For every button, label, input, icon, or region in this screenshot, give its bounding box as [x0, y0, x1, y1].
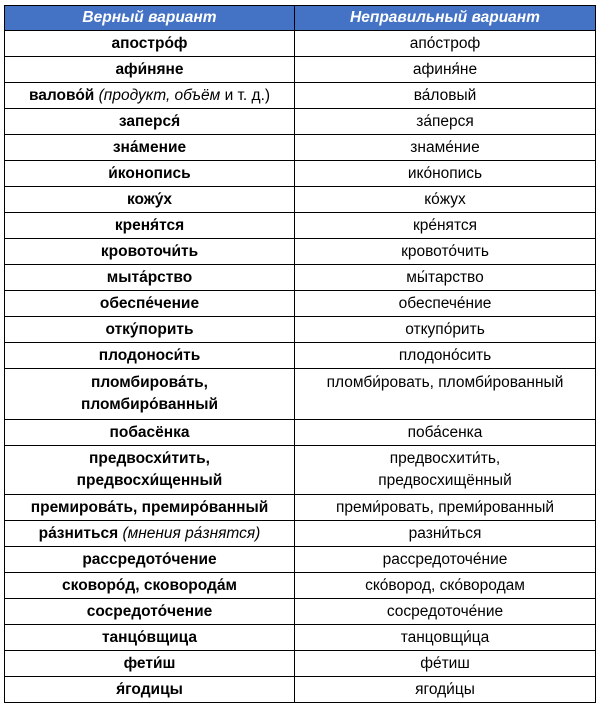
- correct-word-line2: пломбиро́ванный: [80, 396, 218, 413]
- header-incorrect: Неправильный вариант: [295, 6, 596, 31]
- table-row: [5, 239, 596, 265]
- correct-cell: [5, 599, 295, 625]
- incorrect-word: предвосхити́ть,: [389, 450, 501, 467]
- incorrect-word-line2: предвосхищённый: [378, 472, 512, 489]
- correct-cell: [5, 446, 295, 495]
- table-row: [5, 547, 596, 573]
- correct-tail: и т. д.): [224, 87, 271, 104]
- table-row: [5, 109, 596, 135]
- incorrect-cell: знаме́ние: [295, 135, 596, 161]
- incorrect-cell: рассредоточе́ние: [295, 547, 596, 573]
- correct-word: отку́порить: [105, 321, 194, 338]
- correct-word: предвосхи́тить,: [89, 450, 210, 467]
- correct-cell: [5, 343, 295, 369]
- table-row: [5, 420, 596, 446]
- correct-cell: [5, 161, 295, 187]
- correct-cell: [5, 83, 295, 109]
- correct-word: ра́зниться: [38, 525, 119, 542]
- table-row: [5, 573, 596, 599]
- incorrect-cell: ико́нопись: [295, 161, 596, 187]
- incorrect-cell: кровото́чить: [295, 239, 596, 265]
- correct-word: фети́ш: [123, 655, 176, 672]
- table-row: [5, 446, 596, 495]
- incorrect-cell: откупо́рить: [295, 317, 596, 343]
- incorrect-cell: [295, 446, 596, 495]
- table-row: [5, 213, 596, 239]
- incorrect-cell: ко́жух: [295, 187, 596, 213]
- table-row: [5, 625, 596, 651]
- correct-word: кровоточи́ть: [100, 243, 199, 260]
- correct-word: и́конопись: [108, 165, 191, 182]
- correct-cell: [5, 651, 295, 677]
- table-row: [5, 521, 596, 547]
- incorrect-cell: за́перся: [295, 109, 596, 135]
- table-row: [5, 57, 596, 83]
- correct-word: заперся́: [118, 113, 181, 130]
- incorrect-cell: разни́ться: [295, 521, 596, 547]
- correct-cell: [5, 369, 295, 420]
- correct-word: апостро́ф: [111, 35, 188, 52]
- header-correct: Верный вариант: [5, 6, 295, 31]
- incorrect-cell: апо́строф: [295, 31, 596, 57]
- correct-cell: [5, 420, 295, 446]
- table-row: [5, 317, 596, 343]
- table-row: [5, 495, 596, 521]
- correct-word: побасёнка: [109, 424, 190, 441]
- header-row: [5, 6, 596, 31]
- correct-word: афи́няне: [115, 61, 184, 78]
- correct-word: сковоро́д, сковорода́м: [62, 577, 237, 594]
- correct-word: мыта́рство: [106, 269, 193, 286]
- table-row: [5, 265, 596, 291]
- correct-cell: [5, 213, 295, 239]
- correct-word: плодоноси́ть: [98, 347, 201, 364]
- table-row: [5, 599, 596, 625]
- correct-cell: [5, 521, 295, 547]
- correct-word-line2: предвосхи́щенный: [76, 472, 223, 489]
- correct-note: (продукт, объём: [98, 87, 221, 104]
- table-row: [5, 369, 596, 420]
- correct-cell: [5, 495, 295, 521]
- incorrect-cell: пломби́ровать, пломби́рованный: [295, 369, 596, 420]
- incorrect-cell: фе́тиш: [295, 651, 596, 677]
- correct-cell: [5, 677, 295, 703]
- correct-cell: [5, 547, 295, 573]
- table-row: [5, 161, 596, 187]
- table-row: [5, 677, 596, 703]
- table-row: [5, 291, 596, 317]
- incorrect-cell: поба́сенка: [295, 420, 596, 446]
- correct-cell: [5, 57, 295, 83]
- correct-cell: [5, 291, 295, 317]
- incorrect-cell: кре́нятся: [295, 213, 596, 239]
- incorrect-cell: сосредоточе́ние: [295, 599, 596, 625]
- correct-word: креня́тся: [114, 217, 185, 234]
- correct-word: зна́мение: [112, 139, 187, 156]
- correct-cell: [5, 31, 295, 57]
- incorrect-cell: плодоно́сить: [295, 343, 596, 369]
- correct-word: сосредото́чение: [86, 603, 213, 620]
- incorrect-cell: преми́ровать, преми́рованный: [295, 495, 596, 521]
- incorrect-cell: ва́ловый: [295, 83, 596, 109]
- incorrect-cell: афиня́не: [295, 57, 596, 83]
- stress-table: [4, 5, 596, 703]
- correct-cell: [5, 625, 295, 651]
- correct-cell: [5, 187, 295, 213]
- correct-word: пломбирова́ть,: [91, 374, 208, 391]
- table-row: [5, 31, 596, 57]
- correct-word: премирова́ть, премиро́ванный: [30, 499, 269, 516]
- correct-word: рассредото́чение: [82, 551, 217, 568]
- table-row: [5, 83, 596, 109]
- table-row: [5, 651, 596, 677]
- correct-word: обеспе́чение: [99, 295, 200, 312]
- correct-cell: [5, 573, 295, 599]
- correct-word: танцо́вщица: [101, 629, 198, 646]
- incorrect-cell: танцовщи́ца: [295, 625, 596, 651]
- incorrect-cell: ско́вород, ско́вородам: [295, 573, 596, 599]
- table-row: [5, 187, 596, 213]
- incorrect-cell: обеспече́ние: [295, 291, 596, 317]
- correct-cell: [5, 317, 295, 343]
- correct-cell: [5, 135, 295, 161]
- incorrect-cell: ягоди́цы: [295, 677, 596, 703]
- incorrect-cell: мы́тарство: [295, 265, 596, 291]
- table-row: [5, 343, 596, 369]
- correct-word: кожу́х: [126, 191, 173, 208]
- correct-word: валово́й: [28, 87, 95, 104]
- correct-note: (мнения ра́знятся): [122, 525, 261, 542]
- correct-cell: [5, 239, 295, 265]
- table-row: [5, 135, 596, 161]
- correct-word: я́годицы: [116, 681, 183, 698]
- correct-cell: [5, 265, 295, 291]
- correct-cell: [5, 109, 295, 135]
